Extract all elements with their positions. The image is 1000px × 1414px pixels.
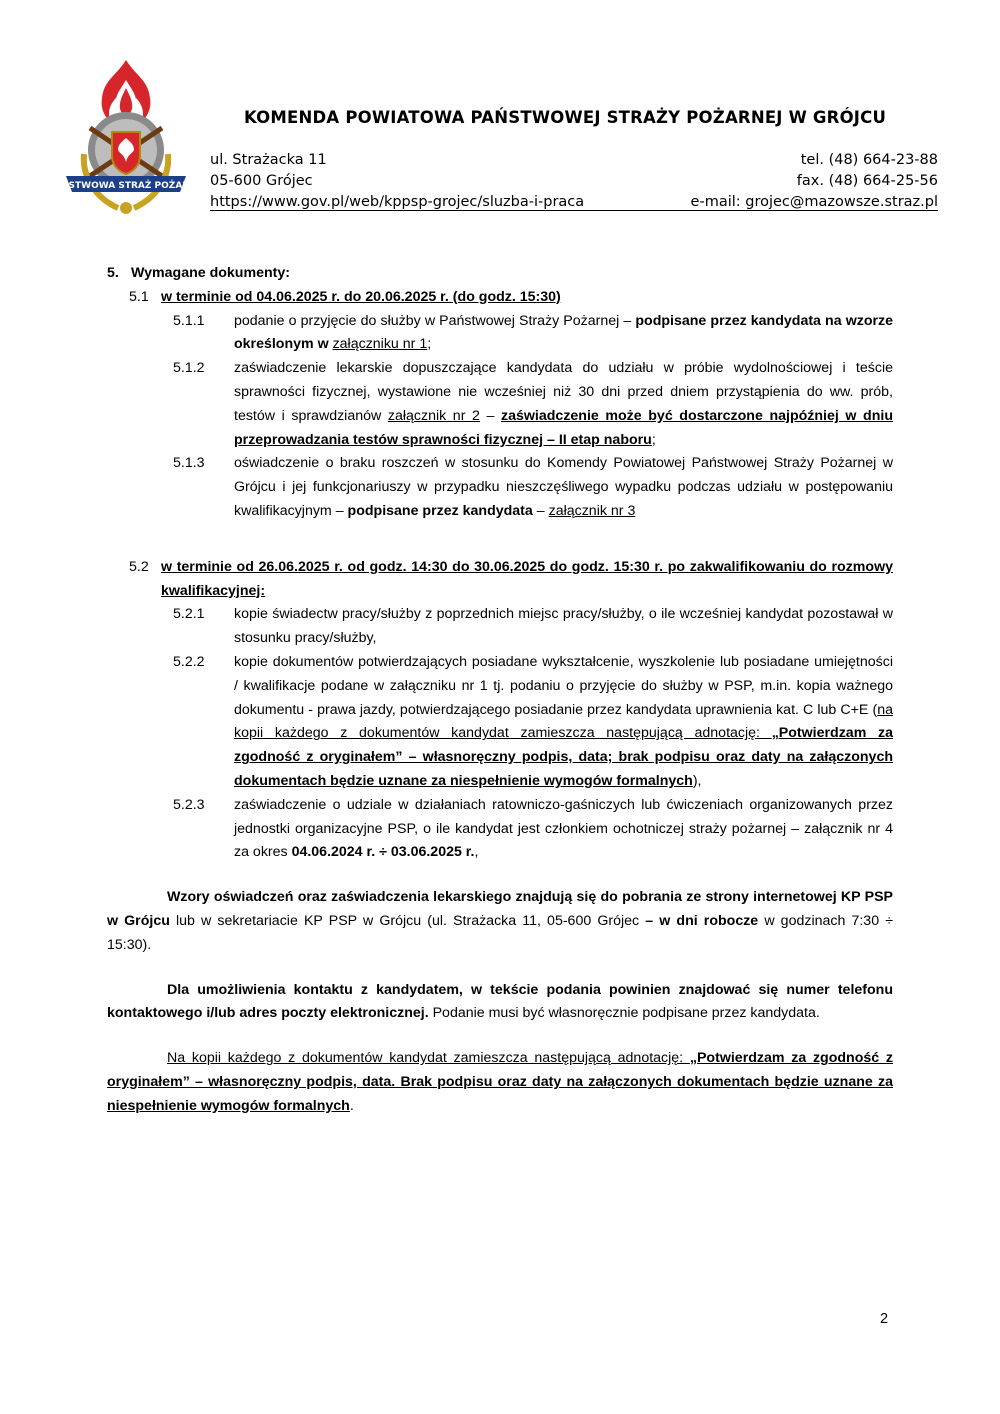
item-5-2-1: 5.2.1 kopie świadectw pracy/służby z poprzednich miejsc pracy/służby, o ile wcześniej kandydat pozostawał w stosunku pracy/służby, <box>173 606 893 647</box>
section-5-1-heading: 5.1 w terminie od 04.06.2025 r. do 20.06.2025 r. (do godz. 15:30) <box>129 288 561 305</box>
contact-email[interactable]: e-mail: grojec@mazowsze.straz.pl <box>690 194 938 210</box>
item-5-1-1: 5.1.1 podanie o przyjęcie do służby w Państwowej Straży Pożarnej – podpisane przez kandydata na wzorze określonym w załączniku nr 1; <box>173 312 894 353</box>
item-5-1-2: 5.1.2 zaświadczenie lekarskie dopuszczające kandydata do udziału w próbie wydolnościowej i teście sprawności fizycznej, wystawione nie wcześniej niż 30 dni przed dniem przystąpienia do ww. prób, testów i sprawdzianów załącznik nr 2 – zaświadczenie może być dostarczone najpóźniej w dniu przeprowadzania testów sprawności fizycznej – II etap naboru; <box>173 360 893 448</box>
website-link[interactable]: https://www.gov.pl/web/kppsp-grojec/sluzba-i-praca <box>210 194 585 210</box>
section-5-2-heading: 5.2 w terminie od 26.06.2025 r. od godz. 14:30 do 30.06.2025 do godz. 15:30 r. po zakwalifikowaniu do rozmowy kwalifikacyjnej: <box>129 558 893 599</box>
section-5-heading: 5. Wymagane dokumenty: <box>107 265 290 281</box>
paragraph-contact: Dla umożliwienia kontaktu z kandydatem, w tekście podania powinien znajdować się numer telefonu kontaktowego i/lub adres poczty elektronicznej. Podanie musi być własnoręcznie podpisane przez kandydata. <box>107 981 893 1022</box>
svg-text:PAŃSTWOWA STRAŻ POŻARNA: PAŃSTWOWA STRAŻ POŻARNA <box>48 181 204 191</box>
header-divider <box>210 210 938 211</box>
contact-fax: fax. (48) 664-25-56 <box>796 173 938 189</box>
item-5-2-3: 5.2.3 zaświadczenie o udziale w działaniach ratowniczo-gaśniczych lub ćwiczeniach organizowanych przez jednostki organizacyjne PSP, o ile kandydat jest członkiem ochotniczej straży pożarnej – załącznik nr 4 za okres 04.06.2024 r. ÷ 03.06.2025 r., <box>173 796 893 861</box>
contact-tel: tel. (48) 664-23-88 <box>800 152 938 168</box>
header-address <box>210 150 584 213</box>
paragraph-annotation: Na kopii każdego z dokumentów kandydat zamieszcza następującą adnotację: „Potwierdzam za zgodność z oryginałem” – własnoręczny podpis, data. Brak podpisu oraz daty na załączonych dokumentach będzie uznane za niespełnienie wymogów formalnych. <box>107 1050 893 1114</box>
header-title: KOMENDA POWIATOWA PAŃSTWOWEJ STRAŻY POŻARNEJ W GRÓJCU <box>243 108 887 127</box>
psp-logo <box>48 58 204 218</box>
paragraph-templates: Wzory oświadczeń oraz zaświadczenia lekarskiego znajdują się do pobrania ze strony internetowej KP PSP w Grójcu lub w sekretariacie KP PSP w Grójcu (ul. Strażacka 11, 05-600 Grójec – w dni robocze w godzinach 7:30 ÷ 15:30). <box>107 889 893 953</box>
address-city: 05-600 Grójec <box>210 173 313 189</box>
item-5-2-2: 5.2.2 kopie dokumentów potwierdzających posiadane wykształcenie, wyszkolenie lub posiadane umiejętności / kwalifikacje podane w załączniku nr 1 tj. podaniu o przyjęcie do służby w PSP, m.in. kopia ważnego dokumentu - prawa jazdy, potwierdzającego posiadanie przez kandydata uprawnienia kat. C lub C+E (na kopii każdego z dokumentów kandydat zamieszcza następującą adnotację: „Potwierdzam za zgodność z oryginałem” – własnoręczny podpis, data; brak podpisu oraz daty na załączonych dokumentach będzie uznane za niespełnienie wymogów formalnych), <box>173 653 893 789</box>
document-body <box>107 262 893 1119</box>
address-street: ul. Strażacka 11 <box>210 152 327 168</box>
header-contact <box>691 150 938 213</box>
page-number: 2 <box>880 1311 889 1327</box>
item-5-1-3: 5.1.3 oświadczenie o braku roszczeń w stosunku do Komendy Powiatowej Państwowej Straży Pożarnej w Grójcu i jej funkcjonariuszy w przypadku nieszczęśliwego wypadku podczas udziału w postępowaniu kwalifikacyjnym – podpisane przez kandydata – załącznik nr 3 <box>173 455 893 519</box>
